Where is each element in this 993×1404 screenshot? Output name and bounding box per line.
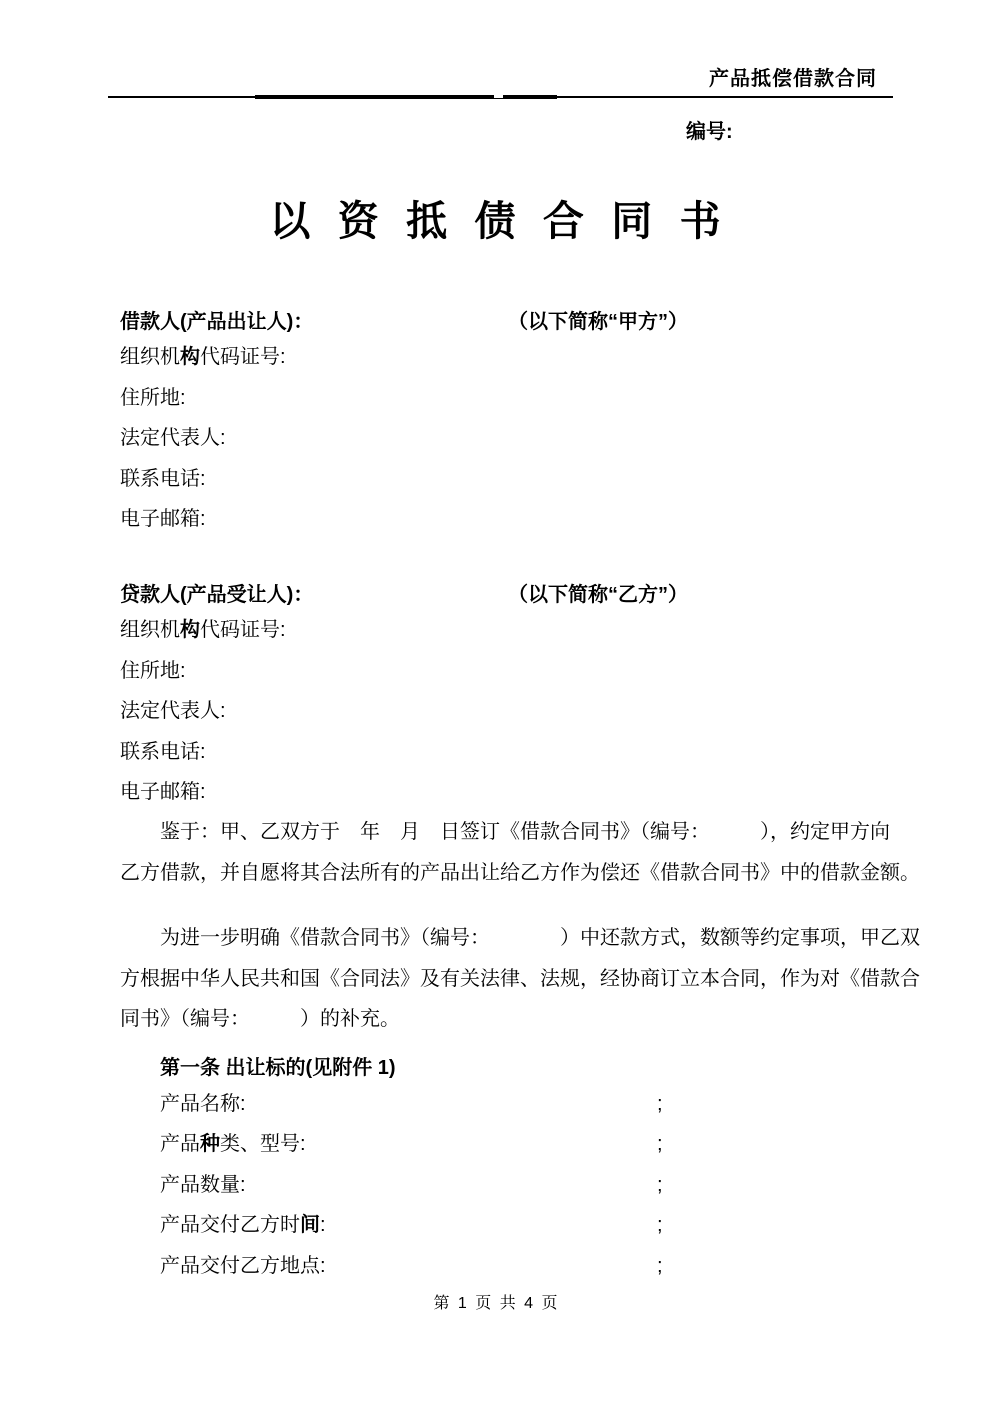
row-semicolon: ; bbox=[657, 1173, 663, 1196]
product-delivery-place-row bbox=[160, 1246, 893, 1286]
purpose-paragraph bbox=[120, 918, 920, 1040]
document-title: 以 资 抵 债 合 同 书 bbox=[269, 198, 724, 244]
party-a-alias-label: （以下简称“甲方”） bbox=[508, 311, 688, 333]
party-b-alias-label: （以下简称“乙方”） bbox=[508, 584, 688, 606]
product-name-row bbox=[160, 1084, 893, 1124]
party-a-address-field: 住所地: bbox=[120, 386, 186, 409]
paragraph-line: 鉴于：甲、乙双方于 年 月 日签订《借款合同书》（编号： ），约定甲方向 bbox=[160, 821, 890, 843]
party-a-phone-field: 联系电话: bbox=[120, 467, 206, 490]
article-1-heading: 第一条 出让标的(见附件 1) bbox=[160, 1057, 396, 1079]
doc-number-label: 编号: bbox=[686, 121, 733, 143]
party-b-heading bbox=[120, 578, 893, 607]
row-semicolon: ; bbox=[657, 1133, 663, 1156]
party-b-legal-rep-field: 法定代表人: bbox=[120, 700, 226, 722]
paragraph-line: 为进一步明确《借款合同书》（编号： ）中还款方式，数额等约定事项，甲乙双 bbox=[160, 927, 920, 949]
product-delivery-time-label: 产品交付乙方时间: bbox=[160, 1214, 326, 1237]
row-semicolon: ; bbox=[657, 1214, 663, 1237]
product-delivery-time-row bbox=[160, 1205, 893, 1245]
header-rule-thick-segment bbox=[255, 95, 557, 99]
header-doc-type: 产品抵偿借款合同 bbox=[709, 68, 877, 90]
party-b-email-field: 电子邮箱: bbox=[120, 781, 206, 803]
product-type-label: 产品种类、型号: bbox=[160, 1133, 306, 1156]
paragraph-line: 同书》（编号： ）的补充。 bbox=[120, 1008, 400, 1030]
page-number: 第 1 页 共 4 页 bbox=[433, 1295, 560, 1312]
party-a-heading bbox=[120, 305, 893, 334]
product-quantity-label: 产品数量: bbox=[160, 1173, 246, 1196]
party-b-phone-field: 联系电话: bbox=[120, 740, 206, 763]
header-rule-notch bbox=[494, 95, 503, 98]
product-quantity-row bbox=[160, 1165, 893, 1205]
party-b-address-field: 住所地: bbox=[120, 659, 186, 682]
paragraph-line: 乙方借款，并自愿将其合法所有的产品出让给乙方作为偿还《借款合同书》中的借款金额。 bbox=[120, 861, 920, 884]
row-semicolon: ; bbox=[657, 1254, 663, 1277]
party-b-role-label: 贷款人(产品受让人)： bbox=[120, 584, 314, 606]
product-name-label: 产品名称: bbox=[160, 1093, 246, 1115]
recital-paragraph bbox=[120, 812, 920, 893]
row-semicolon: ; bbox=[657, 1093, 663, 1115]
party-a-legal-rep-field: 法定代表人: bbox=[120, 427, 226, 449]
party-a-email-field: 电子邮箱: bbox=[120, 508, 206, 530]
party-a-org-code-field: 组织机构代码证号: bbox=[120, 346, 286, 368]
party-b-org-code-field: 组织机构代码证号: bbox=[120, 619, 286, 641]
article-1-product-list bbox=[160, 1084, 893, 1286]
party-a-role-label: 借款人(产品出让人)： bbox=[120, 311, 314, 333]
party-a-fields bbox=[120, 337, 893, 540]
product-delivery-place-label: 产品交付乙方地点: bbox=[160, 1254, 326, 1277]
product-type-row bbox=[160, 1124, 893, 1164]
party-b-fields bbox=[120, 610, 893, 813]
paragraph-line: 方根据中华人民共和国《合同法》及有关法律、法规，经协商订立本合同，作为对《借款合 bbox=[120, 967, 920, 990]
